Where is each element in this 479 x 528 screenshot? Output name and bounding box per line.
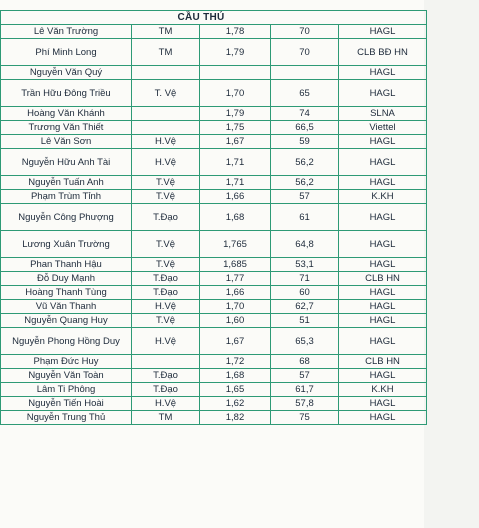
- player-position-cell: [132, 355, 200, 369]
- player-height-cell: 1,67: [200, 328, 271, 355]
- player-club-cell: HAGL: [339, 66, 427, 80]
- player-name-cell: Nguyễn Trung Thủ: [1, 411, 132, 425]
- player-height-cell: 1,79: [200, 107, 271, 121]
- player-club-cell: HAGL: [339, 80, 427, 107]
- player-weight-cell: 65: [271, 80, 339, 107]
- table-row: [0, 397, 427, 411]
- table-row: [0, 135, 427, 149]
- player-weight-cell: 53,1: [271, 258, 339, 272]
- player-club-cell: SLNA: [339, 107, 427, 121]
- player-weight-cell: 51: [271, 314, 339, 328]
- player-height-cell: 1,60: [200, 314, 271, 328]
- player-weight-cell: 57,8: [271, 397, 339, 411]
- player-position-cell: T.Đạo: [132, 272, 200, 286]
- player-weight-cell: 57: [271, 369, 339, 383]
- player-position-cell: T.Vệ: [132, 258, 200, 272]
- player-club-cell: CLB HN: [339, 355, 427, 369]
- player-name-cell: Phan Thanh Hậu: [1, 258, 132, 272]
- player-height-cell: 1,72: [200, 355, 271, 369]
- player-position-cell: [132, 121, 200, 135]
- player-club-cell: HAGL: [339, 314, 427, 328]
- table-row: [0, 328, 427, 355]
- player-position-cell: [132, 107, 200, 121]
- player-weight-cell: 56,2: [271, 149, 339, 176]
- player-club-cell: HAGL: [339, 411, 427, 425]
- player-position-cell: T.Vệ: [132, 314, 200, 328]
- player-height-cell: 1,77: [200, 272, 271, 286]
- player-position-cell: H.Vệ: [132, 397, 200, 411]
- player-club-cell: CLB HN: [339, 272, 427, 286]
- player-weight-cell: 74: [271, 107, 339, 121]
- sheet-background: [424, 0, 479, 528]
- table-row: [0, 121, 427, 135]
- table-row: [0, 149, 427, 176]
- player-height-cell: [200, 66, 271, 80]
- table-row: [0, 39, 427, 66]
- player-height-cell: 1,82: [200, 411, 271, 425]
- player-height-cell: 1,79: [200, 39, 271, 66]
- player-position-cell: TM: [132, 25, 200, 39]
- player-weight-cell: 71: [271, 272, 339, 286]
- player-club-cell: HAGL: [339, 328, 427, 355]
- player-position-cell: T.Đạo: [132, 383, 200, 397]
- table-row: [0, 107, 427, 121]
- player-height-cell: 1,66: [200, 190, 271, 204]
- player-height-cell: 1,68: [200, 204, 271, 231]
- player-name-cell: Lâm Ti Phông: [1, 383, 132, 397]
- player-height-cell: 1,62: [200, 397, 271, 411]
- player-height-cell: 1,70: [200, 300, 271, 314]
- player-position-cell: H.Vệ: [132, 300, 200, 314]
- player-position-cell: T.Vệ: [132, 176, 200, 190]
- player-position-cell: H.Vệ: [132, 135, 200, 149]
- player-weight-cell: 59: [271, 135, 339, 149]
- player-position-cell: TM: [132, 39, 200, 66]
- header-row: [0, 11, 427, 25]
- table-row: [0, 300, 427, 314]
- table-row: [0, 176, 427, 190]
- player-club-cell: HAGL: [339, 286, 427, 300]
- player-name-cell: Hoàng Thanh Tùng: [1, 286, 132, 300]
- player-weight-cell: 66,5: [271, 121, 339, 135]
- player-weight-cell: 56,2: [271, 176, 339, 190]
- player-club-cell: K.KH: [339, 383, 427, 397]
- player-position-cell: TM: [132, 411, 200, 425]
- header-spacer-cell: [271, 11, 427, 25]
- player-name-cell: Nguyễn Văn Quý: [1, 66, 132, 80]
- table-row: [0, 383, 427, 397]
- header-spacer-cell: [1, 11, 132, 25]
- player-club-cell: HAGL: [339, 300, 427, 314]
- player-club-cell: K.KH: [339, 190, 427, 204]
- player-height-cell: 1,67: [200, 135, 271, 149]
- table-row: [0, 286, 427, 300]
- player-name-cell: Lê Văn Sơn: [1, 135, 132, 149]
- player-club-cell: HAGL: [339, 369, 427, 383]
- player-name-cell: Nguyễn Văn Toàn: [1, 369, 132, 383]
- player-position-cell: T.Vệ: [132, 231, 200, 258]
- player-name-cell: Nguyễn Tiến Hoài: [1, 397, 132, 411]
- player-weight-cell: 62,7: [271, 300, 339, 314]
- player-club-cell: HAGL: [339, 135, 427, 149]
- player-club-cell: HAGL: [339, 397, 427, 411]
- header-title: CẦU THỦ: [177, 12, 225, 23]
- player-position-cell: T.Vệ: [132, 190, 200, 204]
- table-row: [0, 231, 427, 258]
- player-name-cell: Phạm Trùm Tỉnh: [1, 190, 132, 204]
- player-position-cell: H.Vệ: [132, 149, 200, 176]
- player-height-cell: 1,66: [200, 286, 271, 300]
- player-club-cell: HAGL: [339, 231, 427, 258]
- player-height-cell: 1,78: [200, 25, 271, 39]
- player-height-cell: 1,68: [200, 369, 271, 383]
- player-weight-cell: 64,8: [271, 231, 339, 258]
- player-position-cell: T.Đạo: [132, 369, 200, 383]
- player-club-cell: CLB BĐ HN: [339, 39, 427, 66]
- player-height-cell: 1,71: [200, 149, 271, 176]
- player-name-cell: Trần Hữu Đông Triều: [1, 80, 132, 107]
- player-club-cell: HAGL: [339, 204, 427, 231]
- player-name-cell: Lương Xuân Trường: [1, 231, 132, 258]
- player-roster-table: [0, 10, 427, 425]
- player-height-cell: 1,71: [200, 176, 271, 190]
- player-height-cell: 1,65: [200, 383, 271, 397]
- table-row: [0, 355, 427, 369]
- player-position-cell: T.Đạo: [132, 286, 200, 300]
- player-name-cell: Nguyễn Công Phượng: [1, 204, 132, 231]
- player-name-cell: Nguyễn Phong Hồng Duy: [1, 328, 132, 355]
- player-club-cell: HAGL: [339, 258, 427, 272]
- player-weight-cell: 70: [271, 25, 339, 39]
- player-name-cell: Lê Văn Trường: [1, 25, 132, 39]
- player-club-cell: Viettel: [339, 121, 427, 135]
- table-row: [0, 411, 427, 425]
- table-row: [0, 66, 427, 80]
- player-weight-cell: [271, 66, 339, 80]
- table-row: [0, 80, 427, 107]
- table-row: [0, 204, 427, 231]
- player-name-cell: Hoàng Văn Khánh: [1, 107, 132, 121]
- header-title-cell: [132, 11, 271, 25]
- player-name-cell: Nguyễn Quang Huy: [1, 314, 132, 328]
- player-weight-cell: 68: [271, 355, 339, 369]
- player-weight-cell: 75: [271, 411, 339, 425]
- table-row: [0, 190, 427, 204]
- player-weight-cell: 70: [271, 39, 339, 66]
- player-position-cell: [132, 66, 200, 80]
- player-weight-cell: 57: [271, 190, 339, 204]
- table-row: [0, 314, 427, 328]
- player-position-cell: H.Vệ: [132, 328, 200, 355]
- table-row: [0, 272, 427, 286]
- player-weight-cell: 61: [271, 204, 339, 231]
- player-position-cell: T.Đạo: [132, 204, 200, 231]
- player-height-cell: 1,70: [200, 80, 271, 107]
- player-name-cell: Phạm Đức Huy: [1, 355, 132, 369]
- player-name-cell: Nguyễn Hữu Anh Tài: [1, 149, 132, 176]
- player-weight-cell: 65,3: [271, 328, 339, 355]
- player-club-cell: HAGL: [339, 25, 427, 39]
- table-row: [0, 25, 427, 39]
- player-name-cell: Đỗ Duy Mạnh: [1, 272, 132, 286]
- player-name-cell: Nguyễn Tuấn Anh: [1, 176, 132, 190]
- player-weight-cell: 61,7: [271, 383, 339, 397]
- player-position-cell: T. Vệ: [132, 80, 200, 107]
- player-weight-cell: 60: [271, 286, 339, 300]
- player-height-cell: 1,685: [200, 258, 271, 272]
- player-height-cell: 1,75: [200, 121, 271, 135]
- table-row: [0, 258, 427, 272]
- player-club-cell: HAGL: [339, 149, 427, 176]
- player-name-cell: Trương Văn Thiết: [1, 121, 132, 135]
- player-name-cell: Phí Minh Long: [1, 39, 132, 66]
- player-height-cell: 1,765: [200, 231, 271, 258]
- player-club-cell: HAGL: [339, 176, 427, 190]
- player-name-cell: Vũ Văn Thanh: [1, 300, 132, 314]
- table-row: [0, 369, 427, 383]
